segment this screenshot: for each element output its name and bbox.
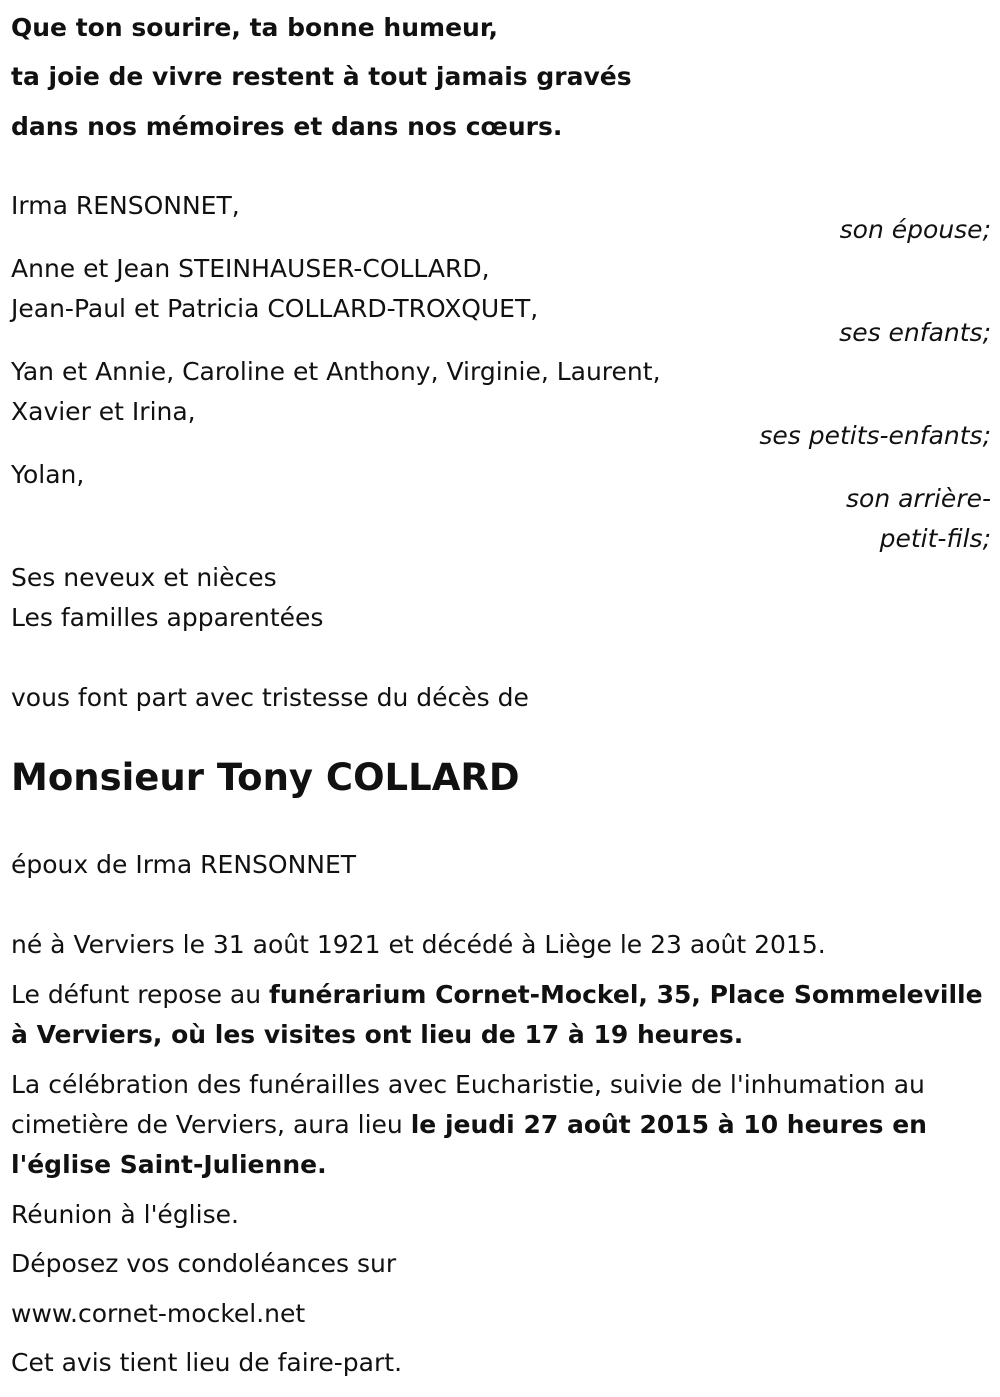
repose-line-2: à Verviers, où les visites ont lieu de 17 à 19 heures. xyxy=(11,1020,744,1049)
ceremony-prefix: cimetière de Verviers, aura lieu xyxy=(11,1110,411,1139)
ceremony-date-time: le jeudi 27 août 2015 à 10 heures en xyxy=(410,1110,927,1139)
grandchildren-line-2: Xavier et Irina, xyxy=(11,397,196,426)
reunion-note: Réunion à l'église. xyxy=(11,1200,239,1229)
obituary-notice xyxy=(11,0,991,1397)
grandchildren-line-1: Yan et Annie, Caroline et Anthony, Virginie, Laurent, xyxy=(11,357,661,386)
poem-line-1: Que ton sourire, ta bonne humeur, xyxy=(11,13,498,42)
spouse-of: époux de Irma RENSONNET xyxy=(11,850,357,879)
funerarium-address: funérarium Cornet-Mockel, 35, Place Sommeleville xyxy=(269,980,983,1009)
great-grandchild-relation-line-1: son arrière- xyxy=(846,484,991,513)
other-relatives-line-1: Ses neveux et nièces xyxy=(11,563,277,592)
repose-line-1 xyxy=(11,982,983,1007)
child-line-2: Jean-Paul et Patricia COLLARD-TROXQUET, xyxy=(11,294,539,323)
condolences-website: www.cornet-mockel.net xyxy=(11,1299,306,1328)
deceased-name: Monsieur Tony COLLARD xyxy=(11,756,520,799)
other-relatives-line-2: Les familles apparentées xyxy=(11,603,324,632)
announcement: vous font part avec tristesse du décès de xyxy=(11,683,529,712)
grandchildren-relation: ses petits-enfants; xyxy=(759,421,991,450)
repose-prefix: Le défunt repose au xyxy=(11,980,270,1009)
spouse-name: Irma RENSONNET, xyxy=(11,191,240,220)
children-relation: ses enfants; xyxy=(839,318,991,347)
child-line-1: Anne et Jean STEINHAUSER-COLLARD, xyxy=(11,254,490,283)
birth-death-dates: né à Verviers le 31 août 1921 et décédé à Liège le 23 août 2015. xyxy=(11,930,826,959)
ceremony-line-1: La célébration des funérailles avec Eucharistie, suivie de l'inhumation au xyxy=(11,1070,925,1099)
spouse-relation: son épouse; xyxy=(839,215,991,244)
ceremony-location: l'église Saint-Julienne. xyxy=(11,1150,327,1179)
condolences-note: Déposez vos condoléances sur xyxy=(11,1249,397,1278)
closing-note: Cet avis tient lieu de faire-part. xyxy=(11,1348,403,1377)
poem-line-3: dans nos mémoires et dans nos cœurs. xyxy=(11,112,563,141)
great-grandchild-relation-line-2: petit-fils; xyxy=(879,524,991,553)
ceremony-line-2 xyxy=(11,1112,927,1137)
poem-line-2: ta joie de vivre restent à tout jamais gravés xyxy=(11,62,632,91)
great-grandchild-name: Yolan, xyxy=(11,460,85,489)
